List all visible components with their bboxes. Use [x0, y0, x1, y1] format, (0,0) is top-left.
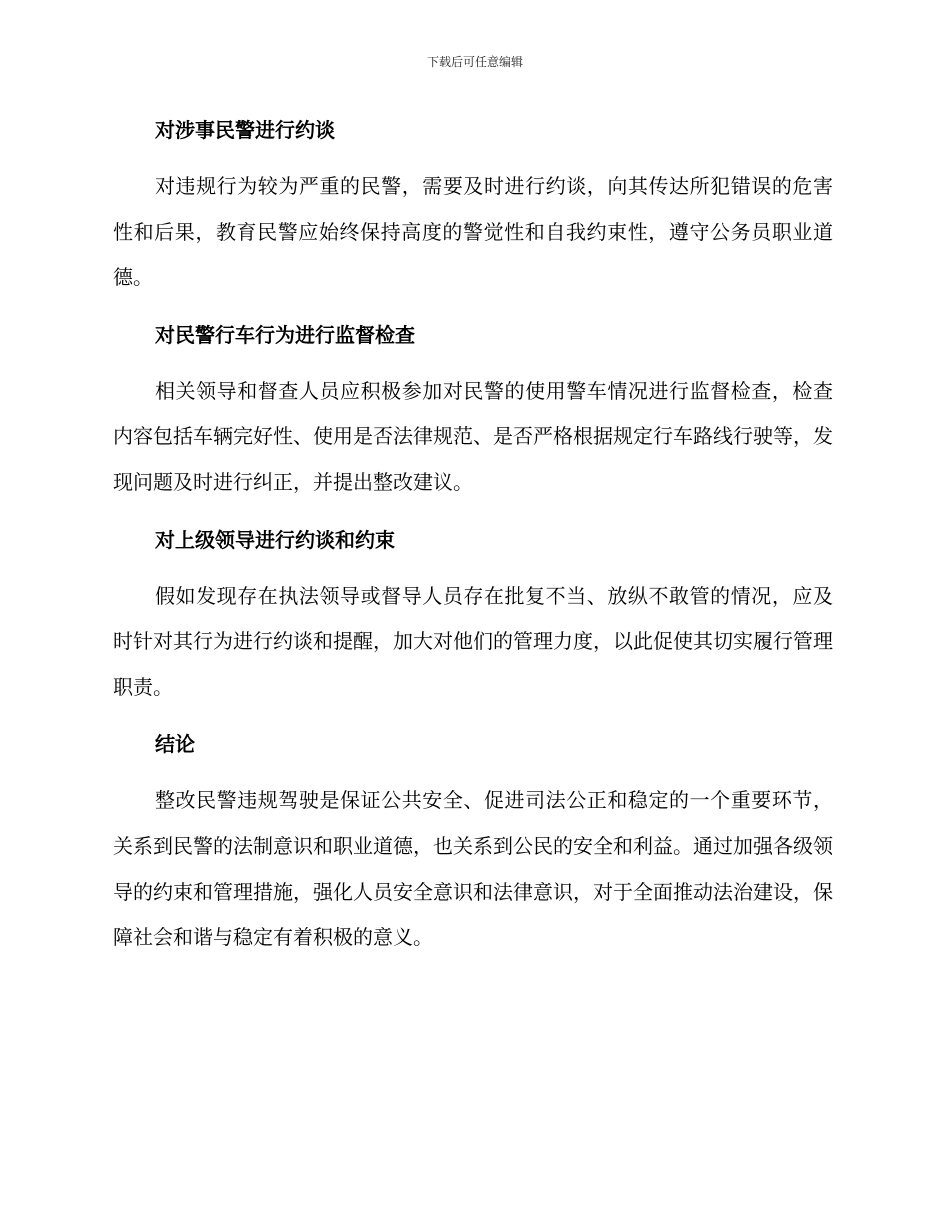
section-heading: 对上级领导进行约谈和约束 — [155, 527, 395, 552]
section-heading: 对涉事民警进行约谈 — [155, 118, 335, 142]
section-paragraph: 假如发现存在执法领导或督导人员存在批复不当、放纵不敢管的情况，应及时针对其行为进行约谈和提醒，加大对他们的管理力度，以此促使其切实履行管理职责。 — [113, 583, 833, 699]
section-paragraph: 对违规行为较为严重的民警，需要及时进行约谈，向其传达所犯错误的危害性和后果，教育民警应始终保持高度的警觉性和自我约束性，遵守公务员职业道德。 — [113, 174, 833, 290]
conclusion-heading: 结论 — [155, 732, 195, 757]
page-header: 下载后可任意编辑 — [426, 55, 523, 69]
section-paragraph: 相关领导和督查人员应积极参加对民警的使用警车情况进行监督检查，检查内容包括车辆完好性、使用是否法律规范、是否严格根据规定行车路线行驶等，发现问题及时进行纠正，并提出整改建议。 — [113, 378, 833, 494]
conclusion-paragraph: 整改民警违规驾驶是保证公共安全、促进司法公正和稳定的一个重要环节，关系到民警的法制意识和职业道德，也关系到公民的安全和利益。通过加强各级领导的约束和管理措施，强化人员安全意识和法律意识，对于全面推动法治建设，保障社会和谐与稳定有着积极的意义。 — [113, 788, 833, 950]
section-heading: 对民警行车行为进行监督检查 — [155, 322, 415, 347]
document-body — [113, 108, 833, 973]
